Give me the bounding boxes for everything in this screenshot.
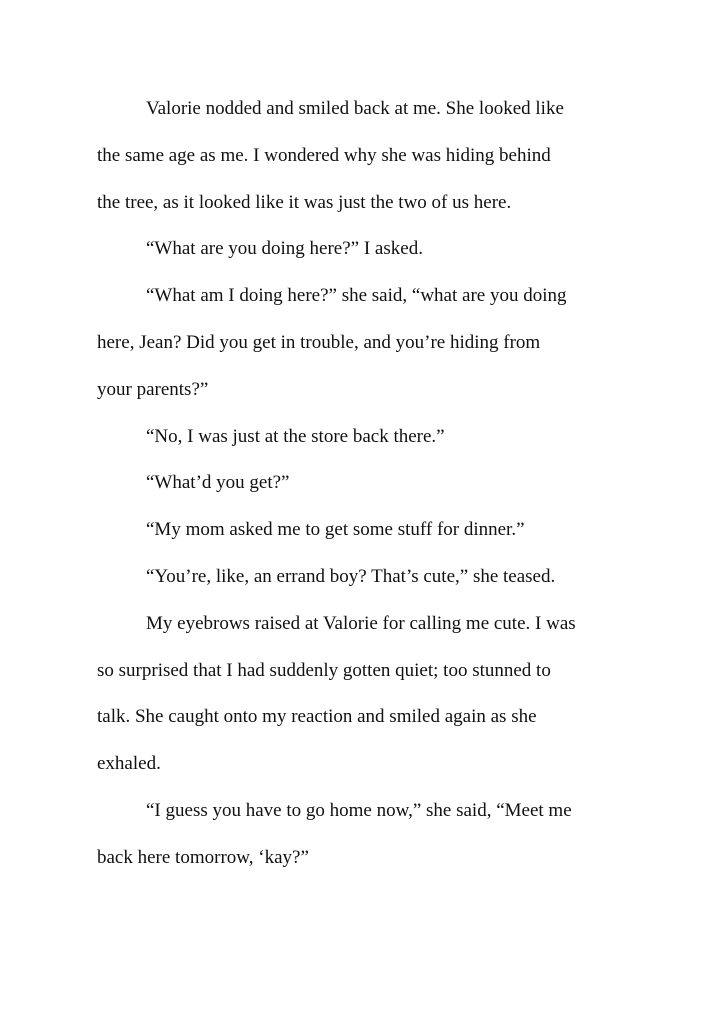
paragraph-line: back here tomorrow, ‘kay?” <box>97 846 309 868</box>
paragraph-line: “I guess you have to go home now,” she said, “Meet me <box>146 799 572 821</box>
paragraph-line: “You’re, like, an errand boy? That’s cute,” she teased. <box>146 565 556 587</box>
story-text <box>97 93 617 889</box>
paragraph-line: “My mom asked me to get some stuff for dinner.” <box>146 519 525 541</box>
paragraph-line: so surprised that I had suddenly gotten quiet; too stunned to <box>97 659 551 681</box>
paragraph-line: “What am I doing here?” she said, “what are you doing <box>146 285 567 307</box>
paragraph-line: “No, I was just at the store back there.” <box>146 425 445 447</box>
paragraph-line: “What’d you get?” <box>146 472 290 494</box>
paragraph-line: your parents?” <box>97 378 209 400</box>
paragraph-line: My eyebrows raised at Valorie for calling me cute. I was <box>146 612 576 634</box>
paragraph-line: exhaled. <box>97 753 161 775</box>
paragraph-line: “What are you doing here?” I asked. <box>146 238 423 260</box>
paragraph-line: talk. She caught onto my reaction and smiled again as she <box>97 706 537 728</box>
paragraph-line: the same age as me. I wondered why she was hiding behind <box>97 144 551 166</box>
paragraph-line: here, Jean? Did you get in trouble, and you’re hiding from <box>97 331 541 353</box>
paragraph-line: Valorie nodded and smiled back at me. She looked like <box>146 98 564 119</box>
paragraph-line: the tree, as it looked like it was just the two of us here. <box>97 191 512 213</box>
